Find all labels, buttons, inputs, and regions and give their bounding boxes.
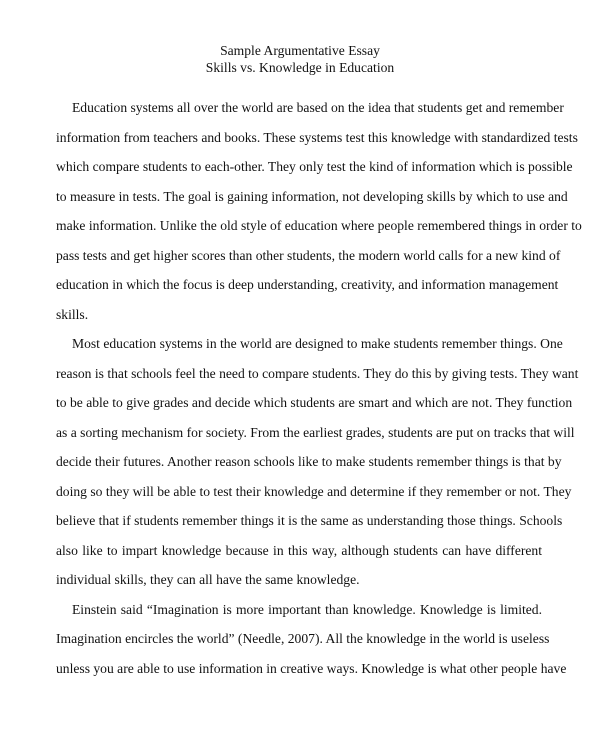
paragraph-1-line-8: skills. [56, 306, 89, 322]
paragraph-2-line-4: as a sorting mechanism for society. From the earliest grades, students are put on tracks that will [56, 424, 575, 440]
paragraph-2-line-9: individual skills, they can all have the same knowledge. [56, 572, 360, 587]
paragraph-3-line-3: unless you are able to use information in creative ways. Knowledge is what other people have [56, 660, 567, 676]
paragraph-1-line-1: Education systems all over the world are based on the idea that students get and remember [72, 100, 564, 115]
paragraph-2-line-7: believe that if students remember things it is the same as understanding those things. Schools [56, 513, 563, 528]
paragraph-1-line-7: education in which the focus is deep understanding, creativity, and information management [56, 277, 559, 292]
paragraph-2-line-8: also like to impart knowledge because in this way, although students can have different [56, 542, 542, 558]
essay-title: Sample Argumentative Essay [220, 43, 380, 58]
paragraph-1-line-2: information from teachers and books. These systems test this knowledge with standardized tests [56, 129, 578, 145]
essay-heading [0, 42, 600, 76]
paragraph-2-line-2: reason is that schools feel the need to compare students. They do this by giving tests. They want [56, 365, 579, 381]
paragraph-1-line-3: which compare students to each-other. They only test the kind of information which is possible [56, 159, 573, 174]
essay-body [56, 93, 582, 683]
paragraph-3-line-1: Einstein said “Imagination is more important than knowledge. Knowledge is limited. [72, 601, 542, 617]
paragraph-1-line-6: pass tests and get higher scores than other students, the modern world calls for a new kind of [56, 247, 561, 263]
paragraph-2-line-6: doing so they will be able to test their knowledge and determine if they remember or not. They [56, 483, 572, 499]
paragraph-3-line-2: Imagination encircles the world” (Needle, 2007). All the knowledge in the world is useless [56, 631, 550, 646]
paragraph-2-line-1: Most education systems in the world are designed to make students remember things. One [72, 336, 563, 351]
paragraph-1-line-5: make information. Unlike the old style of education where people remembered things in order to [56, 218, 582, 233]
paragraph-2-line-3: to be able to give grades and decide which students are smart and which are not. They function [56, 395, 573, 410]
paragraph-2-line-5: decide their futures. Another reason schools like to make students remember things is that by [56, 454, 562, 469]
essay-subtitle: Skills vs. Knowledge in Education [205, 60, 395, 75]
paragraph-1-line-4: to measure in tests. The goal is gaining information, not developing skills by which to use and [56, 188, 568, 204]
